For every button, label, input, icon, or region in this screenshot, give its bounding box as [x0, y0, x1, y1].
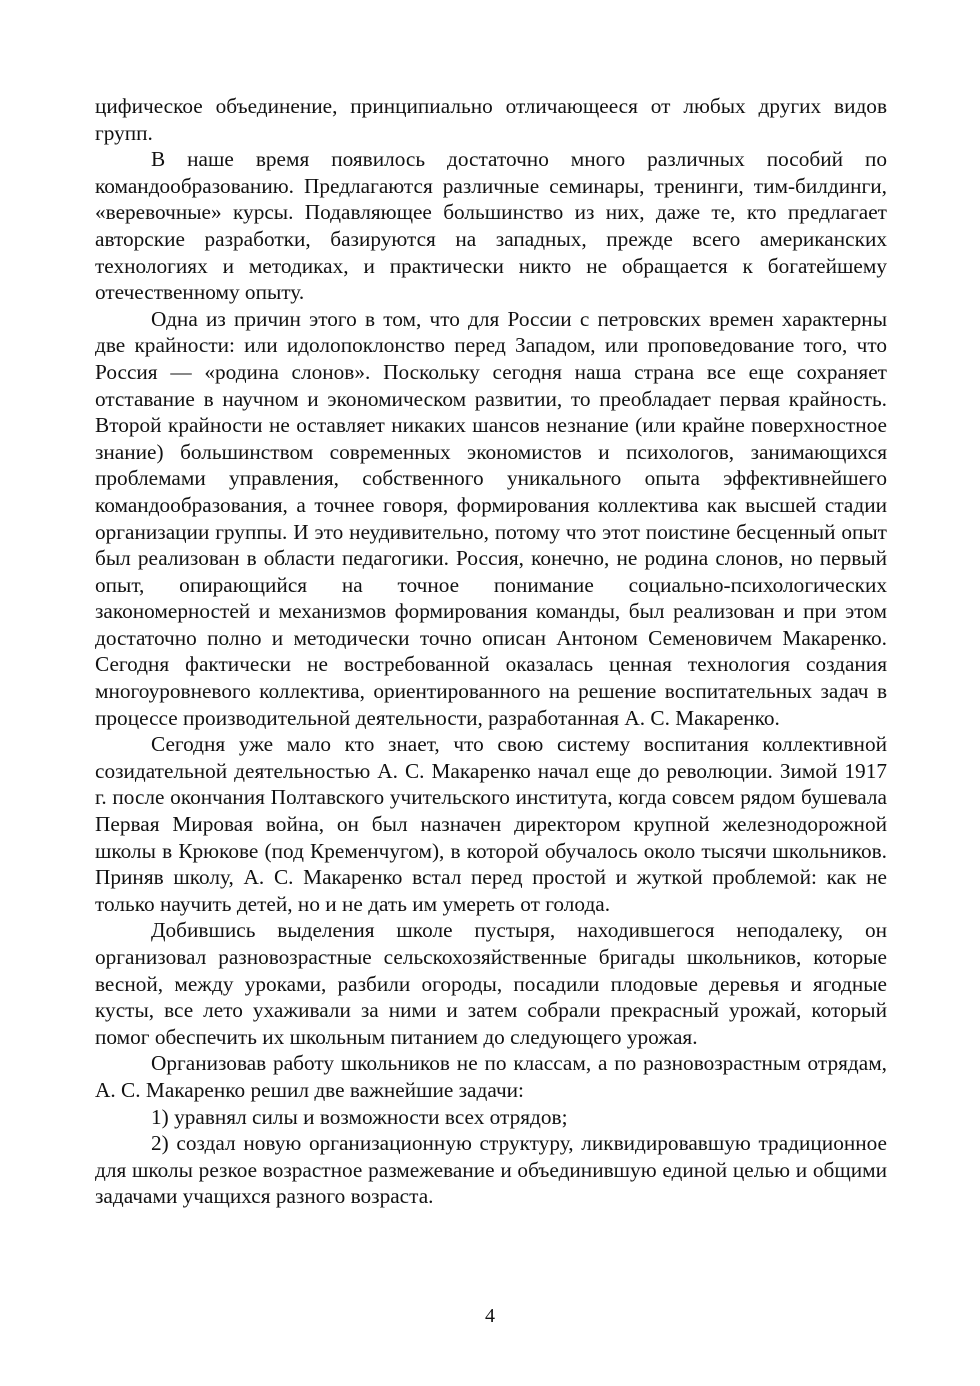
document-body	[95, 93, 887, 1210]
paragraph-continuation: цифическое объединение, принципиально отличающееся от любых других видов групп.	[95, 94, 887, 145]
paragraph-kryukov-school: Сегодня уже мало кто знает, что свою систему воспитания коллективной созидательной деятельностью А. С. Макаренко начал еще до революции. Зимой 1917 г. после окончания Полтавского учительского института, когда совсем рядом бушевала Первая Мировая война, он был назначен директором крупной железнодорожной школы в Крюкове (под Кременчугом), в которой обучалось около тысячи школьников. Приняв школу, А. С. Макаренко встал перед простой и жуткой проблемой: как не только научить детей, но и не дать им умереть от голода.	[95, 732, 887, 916]
page-number: 4	[485, 1305, 495, 1327]
list-item-task-1: 1) уравнял силы и возможности всех отрядов;	[151, 1104, 568, 1129]
paragraph-two-extremes: Одна из причин этого в том, что для России с петровских времен характерны две крайности: или идолопоклонство перед Западом, или проповедование того, что Россия — «родина слонов». Поскольку сегодня наша страна все еще сохраняет отставание в научном и экономическом развитии, то преобладает первая крайность. Второй крайности не оставляет никаких шансов незнание (или крайне поверхностное знание) большинством современных экономистов и психологов, занимающихся проблемами управления, собственного уникального опыта эффективнейшего командообразования, а точнее говоря, формирования коллектива как высшей стадии организации группы. И это неудивительно, потому что этот поистине бесценный опыт был реализован в области педагогики. Россия, конечно, не родина слонов, но первый опыт, опирающийся на точное понимание социально-психологических закономерностей и механизмов формирования команды, был реализован и при этом достаточно полно и методически точно описан Антоном Семеновичем Макаренко. Сегодня фактически не востребованной оказалась ценная технология создания многоуровневого коллектива, ориентированного на решение воспитательных задач в процессе производительной деятельности, разработанная А. С. Макаренко.	[95, 306, 887, 730]
paragraph-agricultural-brigades: Добившись выделения школе пустыря, находившегося неподалеку, он организовал разновозрастные сельскохозяйственные бригады школьников, которые весной, между уроками, разбили огороды, посадили плодовые деревья и ягодные кусты, все лето ухаживали за ними и затем собрали прекрасный урожай, который помог обеспечить их школьным питанием до следующего урожая.	[95, 918, 887, 1049]
list-item-task-2: 2) создал новую организационную структуру, ликвидировавшую традиционное для школы резкое возрастное размежевание и объединившую единой целью и общими задачами учащихся разного возраста.	[95, 1131, 887, 1209]
paragraph-two-tasks-intro: Организовав работу школьников не по классам, а по разновозрастным отрядам, А. С. Макаренко решил две важнейшие задачи:	[95, 1051, 887, 1102]
paragraph-teambuilding-manuals: В наше время появилось достаточно много различных пособий по командообразованию. Предлагаются различные семинары, тренинги, тим-билдинги, «веревочные» курсы. Подавляющее большинство из них, даже те, кто предлагает авторские разработки, базируются на западных, прежде всего американских технологиях и методиках, и практически никто не обращается к богатейшему отечественному опыту.	[95, 147, 887, 305]
